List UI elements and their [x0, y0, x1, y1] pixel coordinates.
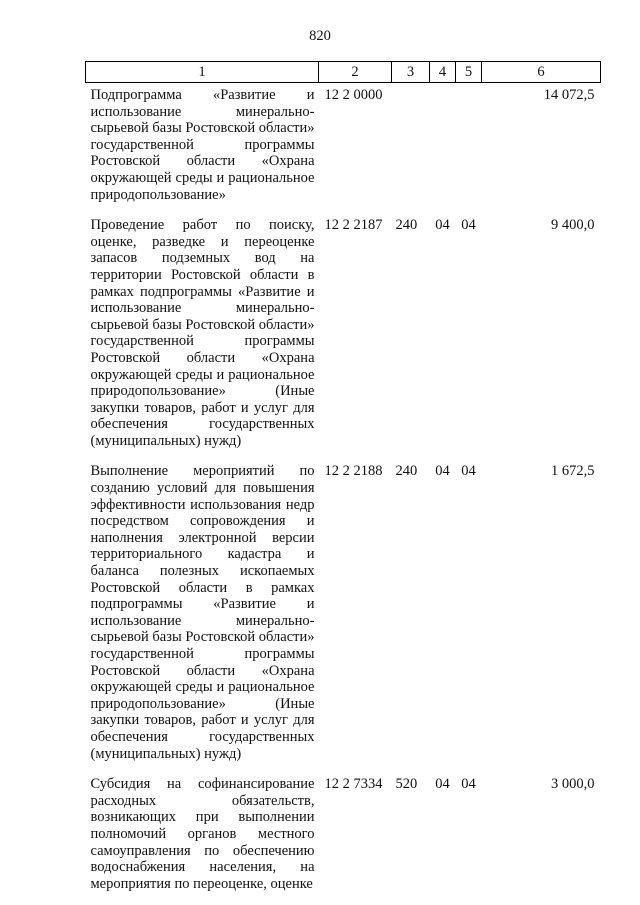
row-vr: [392, 83, 430, 214]
row-code: 12 2 7334: [324, 776, 383, 793]
row-rz: [430, 83, 456, 214]
table-row: [86, 459, 601, 772]
row-name: Подпрограмма «Развитие и использование минерально-сырьевой базы Ростовской области» государственной программы Ростовской области «Охрана окружающей среды и рациональное природопользование»: [90, 87, 315, 203]
column-header-pr: 5: [456, 62, 482, 83]
table-row: [86, 772, 601, 902]
column-header-code: 2: [319, 62, 392, 83]
row-name: Субсидия на софинансирование расходных обязательств, возникающих при выполнении полномочий органов местного самоуправления по обеспечению водоснабжения населения, на мероприятия по переоценке, оценке: [90, 776, 315, 892]
row-name: Проведение работ по поиску, оценке, разведке и переоценке запасов подземных вод на территории Ростовской области в рамках подпрограммы «Развитие и использование минерально-сырьевой базы Ростовской области» государственной программы Ростовской области «Охрана окружающей среды и рациональное природопользование» (Иные закупки товаров, работ и услуг для обеспечения государственных (муниципальных) нужд): [90, 217, 315, 449]
row-pr: 04: [461, 217, 476, 234]
row-sum: 9 400,0: [551, 217, 595, 234]
row-rz: 04: [435, 776, 450, 793]
budget-table: [85, 61, 601, 902]
page-number: 820: [309, 28, 331, 44]
row-vr: 520: [395, 776, 418, 793]
row-sum: 14 072,5: [543, 87, 595, 103]
row-pr: 04: [461, 776, 476, 793]
row-sum: 1 672,5: [551, 463, 595, 480]
row-pr: [456, 83, 482, 214]
column-header-vr: 3: [392, 62, 430, 83]
row-rz: 04: [435, 463, 450, 480]
row-code: 12 2 2187: [324, 217, 383, 234]
column-header-rz: 4: [430, 62, 456, 83]
table-row: [86, 83, 601, 214]
column-header-name: 1: [86, 62, 319, 83]
row-name: Выполнение мероприятий по созданию условий для повышения эффективности использования недр посредством сопровождения и наполнения электронной версии территориального кадастра и баланса полезных ископаемых Ростовской области в рамках подпрограммы «Развитие и использование минерально-сырьевой базы Ростовской области» государственной программы Ростовской области «Охрана окружающей среды и рациональное природопользование» (Иные закупки товаров, работ и услуг для обеспечения государственных (муниципальных) нужд): [90, 463, 315, 762]
row-vr: 240: [395, 217, 418, 234]
row-sum: 3 000,0: [551, 776, 595, 793]
row-vr: 240: [395, 463, 418, 480]
column-header-sum: 6: [482, 62, 601, 83]
row-pr: 04: [461, 463, 476, 480]
header-row: [86, 62, 601, 83]
row-code: 12 2 2188: [324, 463, 383, 480]
row-rz: 04: [435, 217, 450, 234]
table-row: [86, 213, 601, 459]
row-code: 12 2 0000: [324, 87, 383, 103]
